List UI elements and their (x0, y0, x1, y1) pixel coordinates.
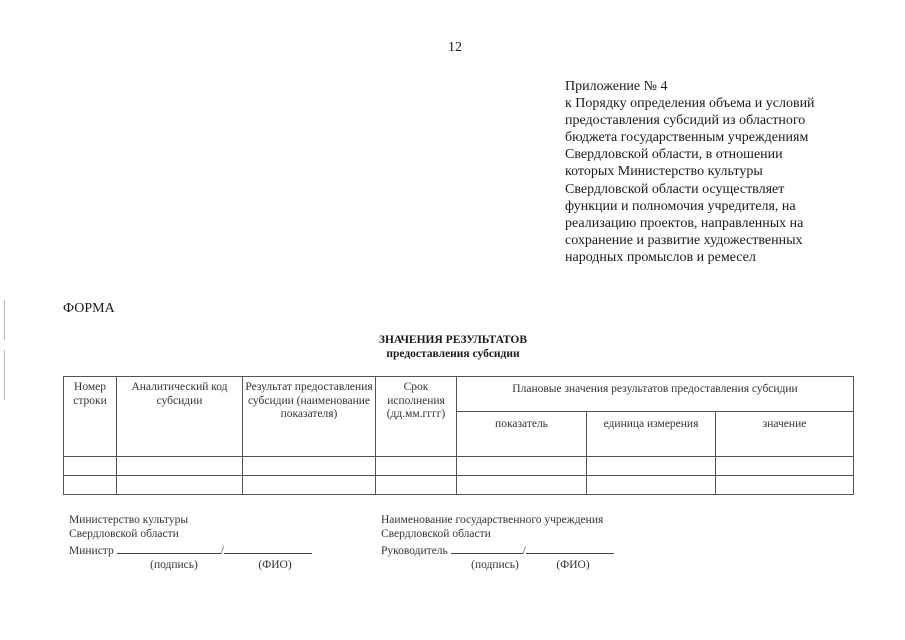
table-cell[interactable] (243, 457, 376, 476)
table-cell[interactable] (457, 457, 587, 476)
appendix-line: которых Министерство культуры (565, 164, 763, 180)
table-cell[interactable] (376, 476, 457, 495)
signature-separator: / (522, 544, 526, 557)
institution-org-line: Наименование государственного учреждения (381, 514, 604, 526)
scan-margin-mark (4, 350, 5, 400)
appendix-line: Свердловской области, в отношении (565, 147, 783, 163)
table-cell[interactable] (587, 476, 716, 495)
form-label: ФОРМА (63, 301, 115, 316)
header-indicator: показатель (457, 412, 587, 457)
table-cell[interactable] (117, 476, 243, 495)
table-cell[interactable] (64, 476, 117, 495)
signature-block-institution (381, 513, 614, 572)
table-cell[interactable] (457, 476, 587, 495)
table-row (64, 457, 854, 476)
table-cell[interactable] (243, 476, 376, 495)
results-table (63, 376, 854, 495)
title-sub: предоставления субсидии (386, 348, 520, 360)
ministry-captions (69, 558, 312, 572)
appendix-block (565, 78, 855, 266)
ministry-role: Министр (69, 544, 114, 557)
scan-margin-mark (4, 300, 5, 340)
appendix-line: бюджета государственным учреждениям (565, 130, 809, 146)
appendix-line: предоставления субсидий из областного (565, 113, 806, 129)
ministry-org-line: Министерство культуры (69, 514, 189, 526)
table-cell[interactable] (587, 457, 716, 476)
table-cell[interactable] (716, 476, 854, 495)
table-cell[interactable] (376, 457, 457, 476)
appendix-line: сохранение и развитие художественных (565, 232, 803, 248)
header-result: Результат предоставления субсидии (наименование показателя) (243, 377, 376, 457)
appendix-line: реализацию проектов, направленных на (565, 215, 804, 231)
appendix-line: функции и полномочия учредителя, на (565, 198, 796, 214)
appendix-title: Приложение № 4 (565, 79, 668, 94)
title-main: ЗНАЧЕНИЯ РЕЗУЛЬТАТОВ (378, 334, 528, 346)
institution-signature-blank[interactable] (451, 542, 523, 554)
institution-role: Руководитель (381, 544, 448, 557)
page-number: 12 (448, 40, 462, 55)
institution-signature-line (381, 542, 614, 558)
signature-block-ministry (69, 513, 312, 572)
document-title (253, 333, 653, 361)
table-row (64, 476, 854, 495)
ministry-caption-signature: (подпись) (150, 558, 198, 571)
institution-name-blank[interactable] (526, 542, 614, 554)
institution-org-line: Свердловской области (381, 528, 491, 541)
header-analytic-code: Аналитический код субсидии (117, 377, 243, 457)
ministry-signature-blank[interactable] (117, 542, 221, 554)
table-cell[interactable] (716, 457, 854, 476)
appendix-line: народных промыслов и ремесел (565, 249, 756, 265)
header-deadline: Срок исполнения (дд.мм.гггг) (376, 377, 457, 457)
table-cell[interactable] (64, 457, 117, 476)
institution-captions (381, 558, 614, 572)
appendix-line: к Порядку определения объема и условий (565, 96, 815, 112)
ministry-org-line: Свердловской области (69, 528, 179, 541)
header-unit: единица измерения (587, 412, 716, 457)
table-header-row (64, 377, 854, 412)
ministry-caption-name: (ФИО) (258, 558, 292, 571)
table-cell[interactable] (117, 457, 243, 476)
ministry-signature-line (69, 542, 312, 558)
institution-caption-signature: (подпись) (471, 558, 519, 571)
ministry-name-blank[interactable] (224, 542, 312, 554)
header-planned-values: Плановые значения результатов предоставления субсидии (457, 377, 854, 412)
header-value: значение (716, 412, 854, 457)
appendix-line: Свердловской области осуществляет (565, 181, 785, 197)
header-row-number: Номер строки (64, 377, 117, 457)
institution-caption-name: (ФИО) (556, 558, 590, 571)
signature-separator: / (220, 544, 224, 557)
